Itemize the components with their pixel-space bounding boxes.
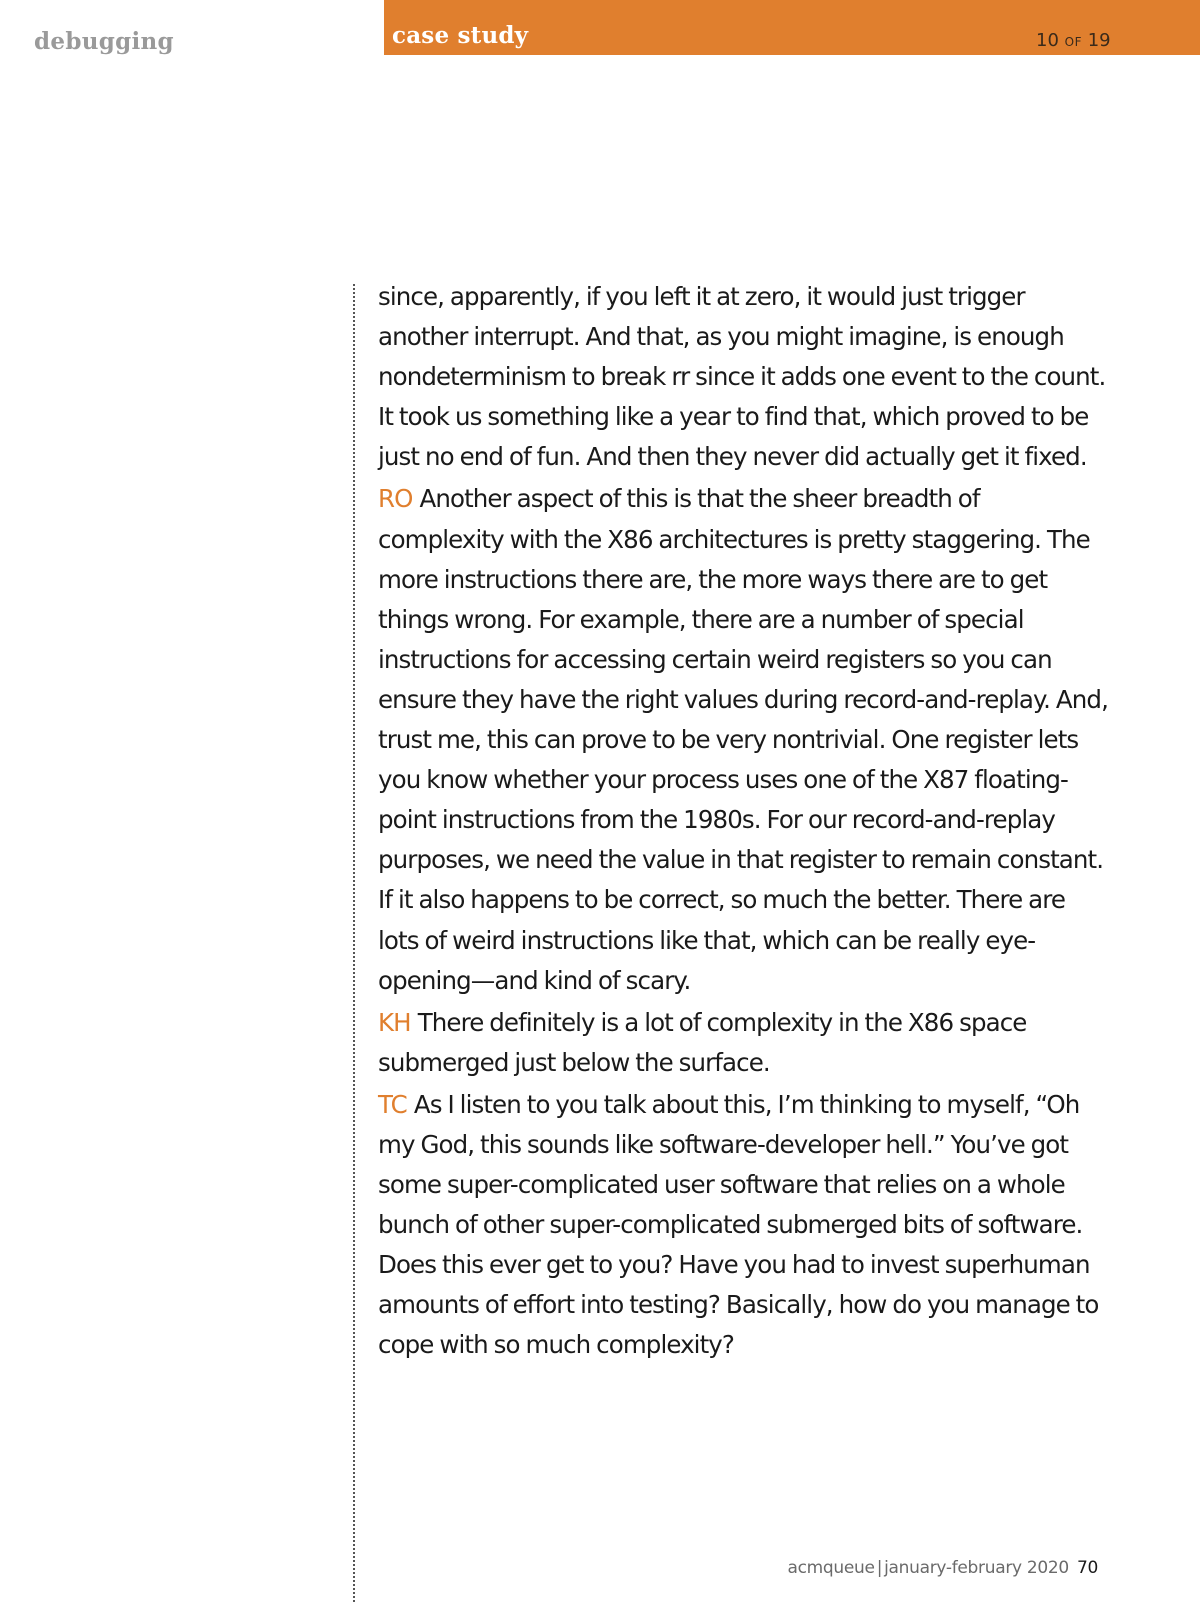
footer-separator: | [876,1558,883,1578]
paragraph-text: Another aspect of this is that the sheer breadth of complexity with the X86 architectures is pretty staggering. The more instructions there are, the more ways there are to get things wrong. For example, there are a number of special instructions for accessing certain weird registers so you can ensure they have the right values during record-and-replay. And, trust me, this can prove to be very nontrivial. One register lets you know whether your process uses one of the X87 floating-point instructions from the 1980s. For our record-and-replay purposes, we need the value in that register to remain constant. If it also happens to be correct, so much the better. There are lots of weird instructions like that, which can be really eye-opening—and kind of scary. [378,484,1108,995]
paragraph-ro [378,479,1108,1000]
paragraph-text: There definitely is a lot of complexity in the X86 space submerged just below the surface. [378,1007,1027,1077]
issue-date: january-february 2020 [884,1558,1069,1578]
page-total: 19 [1087,30,1111,51]
paragraph-tc [378,1085,1108,1366]
header-title: case study [392,22,529,49]
footer [788,1558,1099,1578]
page-number: 70 [1076,1558,1098,1578]
speaker-label: TC [378,1089,407,1119]
header-bar [384,0,1200,55]
publication-name: acmqueue [787,1558,875,1578]
continuation-paragraph: since, apparently, if you left it at zero, it would just trigger another interrupt. And that, as you might imagine, is enough nondeterminism to break rr since it adds one event to the count. It took us something like a year to find that, which proved to be just no end of fun. And then they never did actually get it fixed. [378,282,1106,472]
article-body [378,277,1108,1368]
speaker-label: RO [378,484,413,514]
page-current: 10 [1036,30,1059,51]
paragraph-text: As I listen to you talk about this, I’m thinking to myself, “Oh my God, this sounds like software-developer hell.” You’ve got some super-complicated user software that relies on a whole bunch of other super-complicated submerged bits of software. Does this ever get to you? Have you had to invest superhuman amounts of effort into testing? Basically, how do you manage to cope with so much complexity? [378,1089,1099,1360]
speaker-label: KH [378,1007,411,1037]
paragraph-kh [378,1003,1108,1083]
page-of: OF [1064,35,1082,49]
section-label: debugging [34,28,174,55]
column-rule [353,284,355,1602]
page-count [1036,30,1111,51]
